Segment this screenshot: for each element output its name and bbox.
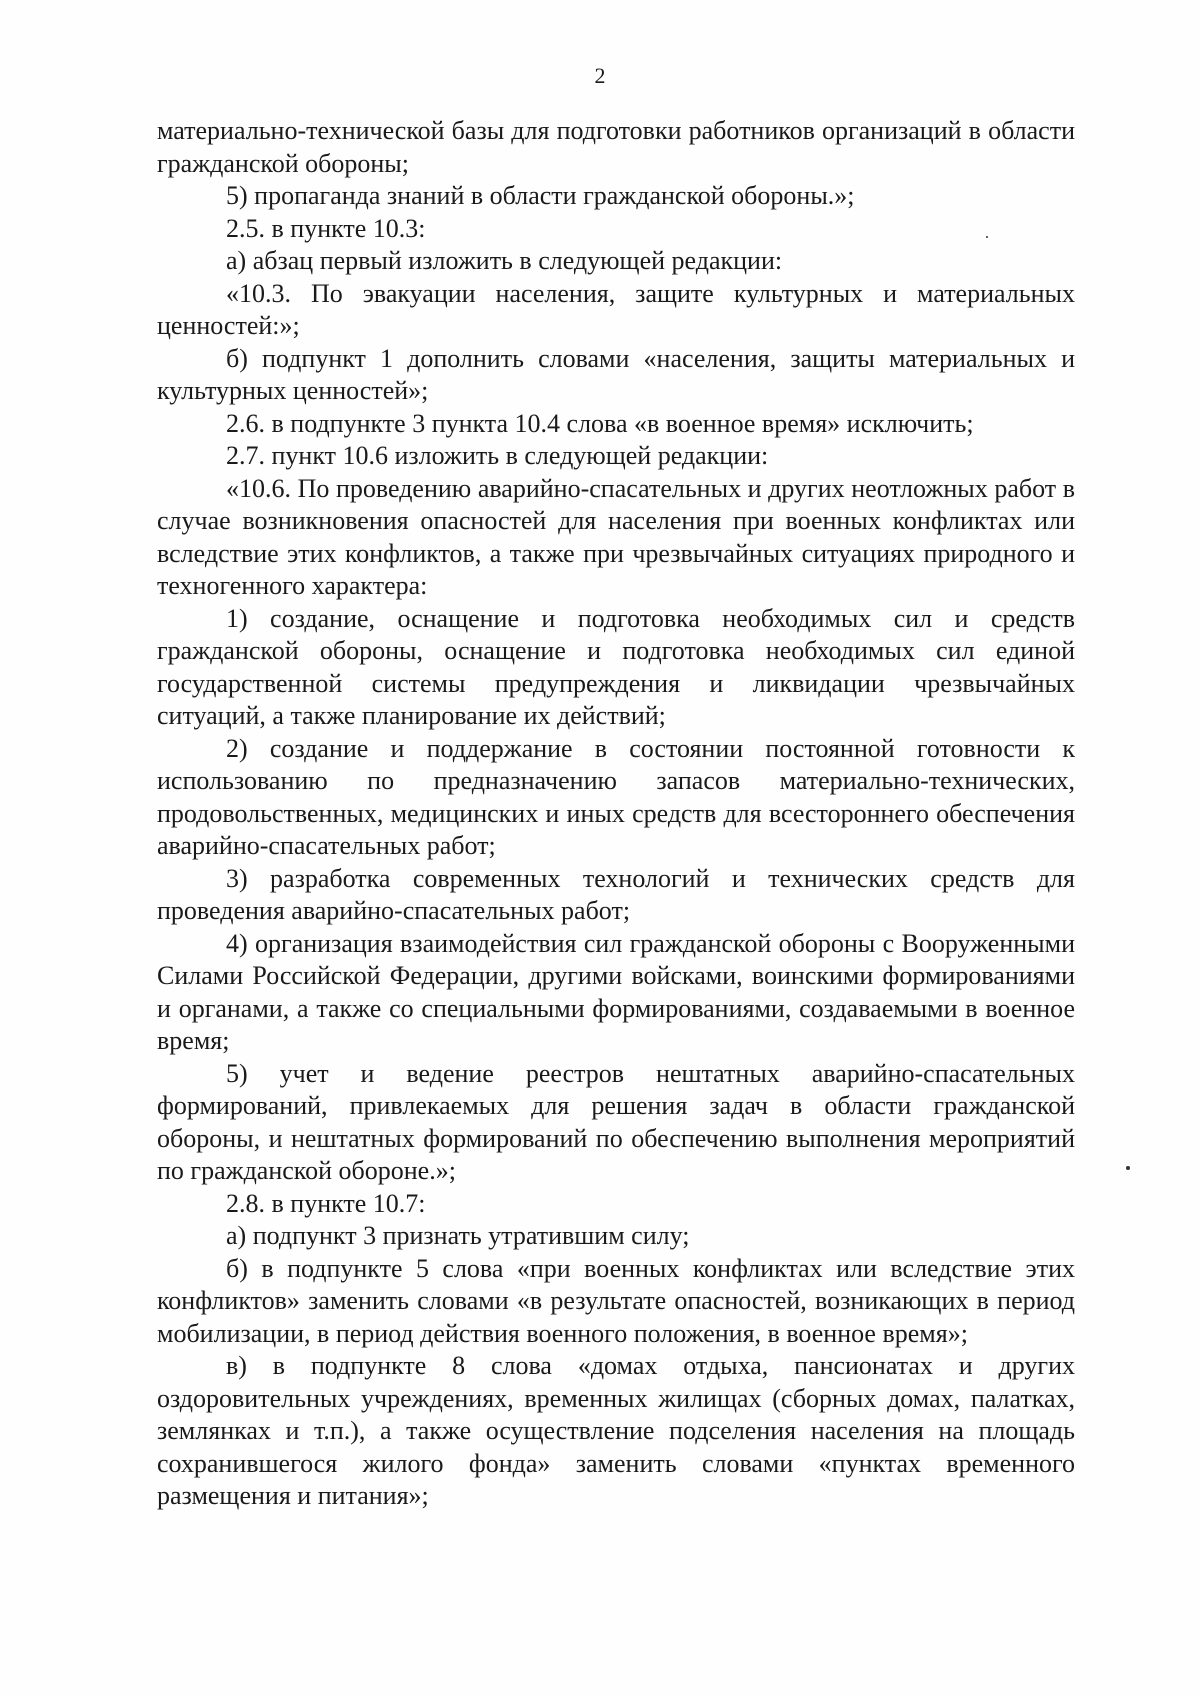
document-body — [157, 115, 1075, 1513]
paragraph: 5) пропаганда знаний в области гражданской обороны.»; — [226, 181, 855, 210]
paragraph: в) в подпункте 8 слова «домах отдыха, пансионатах и других оздоровительных учреждениях, временных жилищах (сборных домах, палатках, землянках и т.п.), а также осуществление подселения населения на площадь сохранившегося жилого фонда» заменить словами «пунктах временного размещения и питания»; — [157, 1351, 1075, 1510]
paragraph: 2) создание и поддержание в состоянии постоянной готовности к использованию по предназначению запасов материально-технических, продовольственных, медицинских и иных средств для всестороннего обеспечения аварийно-спасательных работ; — [157, 733, 1075, 860]
paragraph: «10.3. По эвакуации населения, защите культурных и материальных ценностей:»; — [157, 278, 1075, 340]
paragraph: 4) организация взаимодействия сил гражданской обороны с Вооруженными Силами Российской Федерации, другими войсками, воинскими формированиями и органами, а также со специальными формированиями, создаваемыми в военное время; — [157, 928, 1075, 1055]
paragraph: б) подпункт 1 дополнить словами «населения, защиты материальных и культурных ценностей»; — [157, 343, 1075, 405]
paragraph: а) подпункт 3 признать утратившим силу; — [226, 1221, 690, 1250]
scan-speck — [986, 236, 988, 238]
paragraph: материально-технической базы для подготовки работников организаций в области гражданской обороны; — [157, 116, 1075, 178]
paragraph: 2.7. пункт 10.6 изложить в следующей редакции: — [226, 441, 769, 470]
paragraph: 1) создание, оснащение и подготовка необходимых сил и средств гражданской обороны, оснащение и подготовка необходимых сил единой государственной системы предупреждения и ликвидации чрезвычайных ситуаций, а также планирование их действий; — [157, 603, 1075, 730]
paragraph: 3) разработка современных технологий и технических средств для проведения аварийно-спасательных работ; — [157, 863, 1075, 925]
page-number: 2 — [594, 63, 606, 88]
paragraph: 2.5. в пункте 10.3: — [226, 213, 426, 243]
scan-speck — [1126, 1166, 1130, 1170]
paragraph: 2.8. в пункте 10.7: — [226, 1188, 426, 1218]
paragraph: а) абзац первый изложить в следующей редакции: — [226, 246, 783, 275]
paragraph: б) в подпункте 5 слова «при военных конфликтах или вследствие этих конфликтов» заменить словами «в результате опасностей, возникающих в период мобилизации, в период действия военного положения, в военное время»; — [157, 1253, 1075, 1348]
paragraph: 2.6. в подпункте 3 пункта 10.4 слова «в военное время» исключить; — [226, 408, 974, 438]
paragraph: 5) учет и ведение реестров нештатных аварийно-спасательных формирований, привлекаемых для решения задач в области гражданской обороны, и нештатных формирований по обеспечению выполнения мероприятий по гражданской обороне.»; — [157, 1058, 1075, 1185]
paragraph: «10.6. По проведению аварийно-спасательных и других неотложных работ в случае возникновения опасностей для населения при военных конфликтах или вследствие этих конфликтов, а также при чрезвычайных ситуациях природного и техногенного характера: — [157, 473, 1075, 600]
